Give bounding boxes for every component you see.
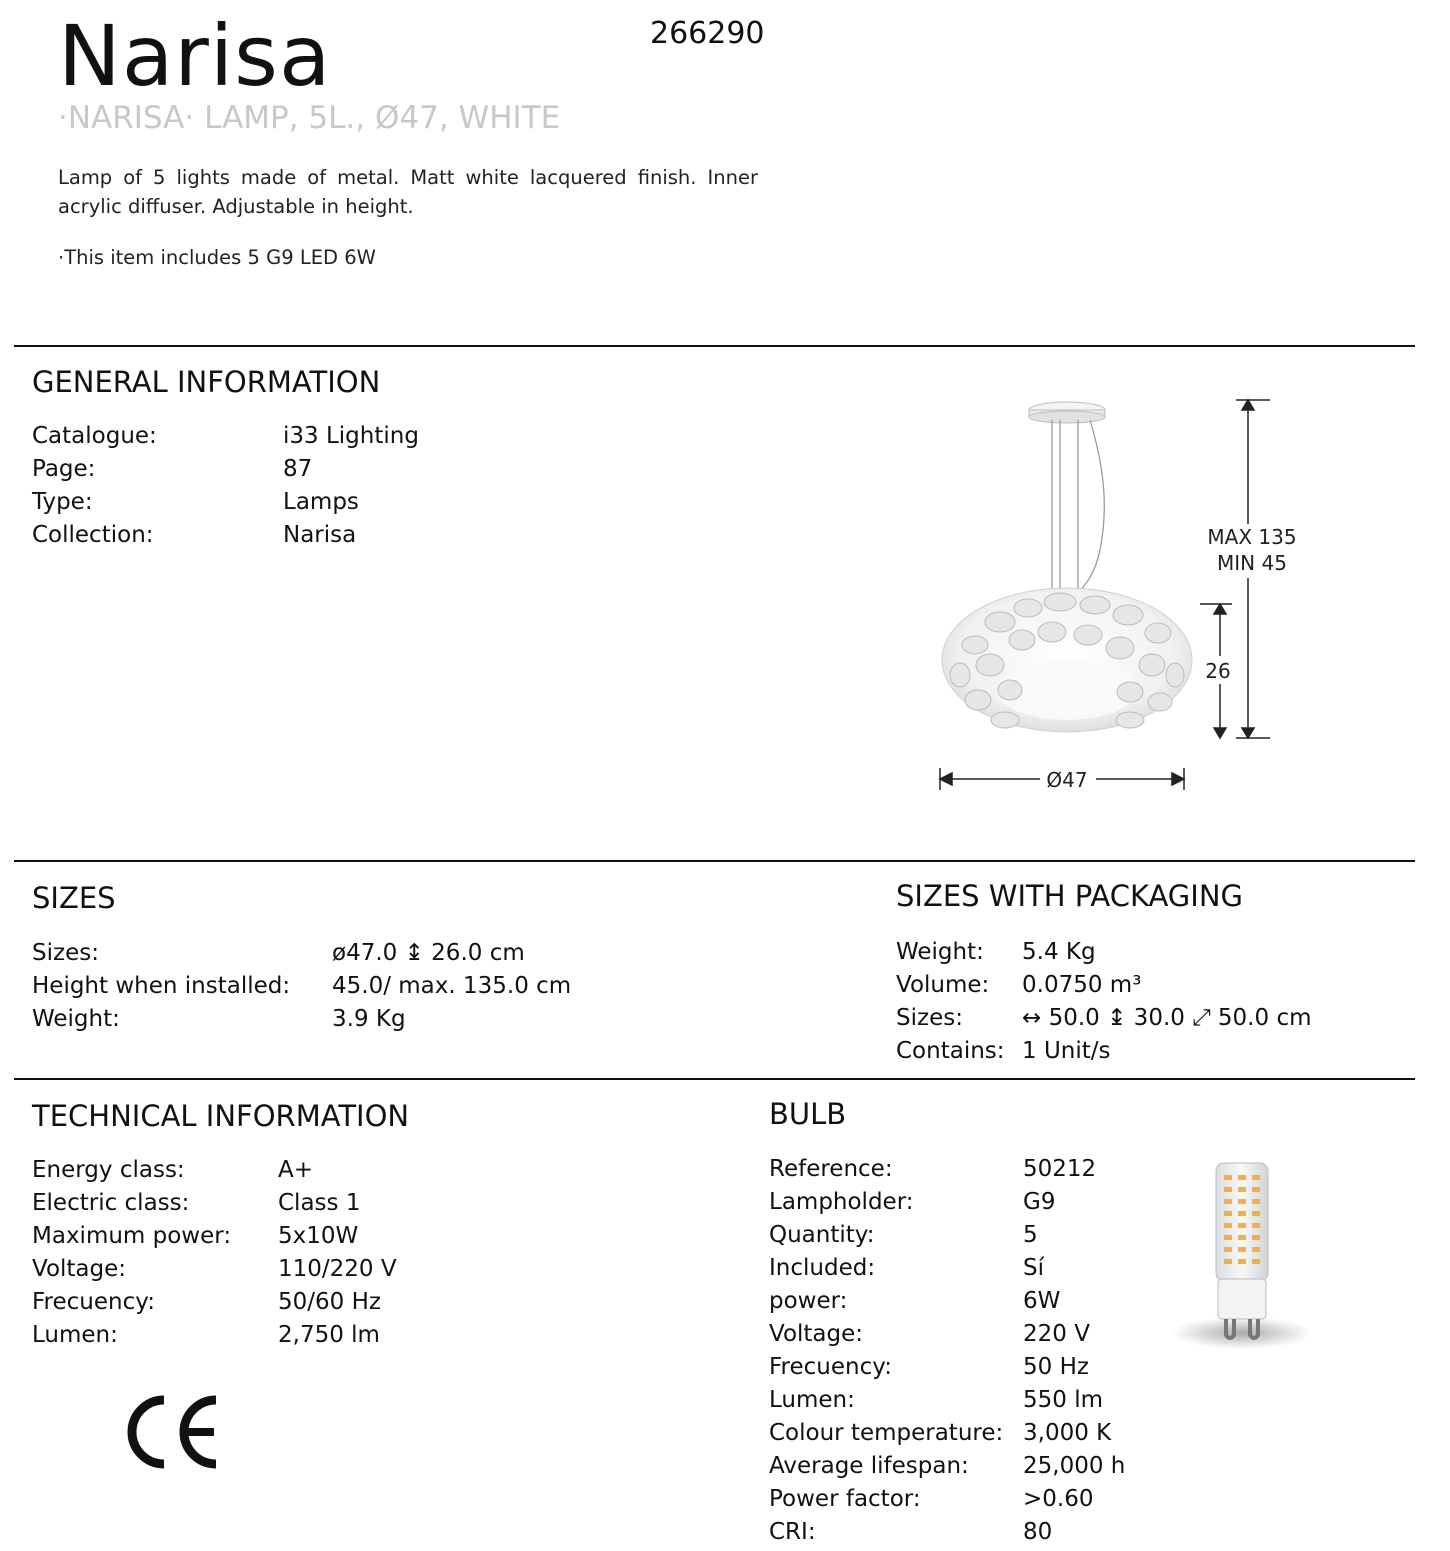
- sizes-value: ø47.0 ↨ 26.0 cm: [332, 940, 525, 966]
- bulb-label: Voltage:: [769, 1321, 864, 1347]
- bulb-value: 6W: [1023, 1288, 1061, 1314]
- section-divider: [14, 1078, 1415, 1080]
- bulb-value: G9: [1023, 1189, 1056, 1215]
- packaging-label: Sizes:: [896, 1005, 963, 1031]
- packaging-heading: SIZES WITH PACKAGING: [896, 879, 1243, 913]
- bulb-label: power:: [769, 1288, 848, 1314]
- ce-mark-icon: [124, 1392, 224, 1472]
- section-divider: [14, 860, 1415, 862]
- packaging-row: [896, 936, 1312, 969]
- bulb-value: 220 V: [1023, 1321, 1090, 1347]
- packaging-row: [896, 969, 1312, 1002]
- bulb-row: [769, 1384, 1125, 1417]
- bulb-value: 50 Hz: [1023, 1354, 1089, 1380]
- sizes-table: [32, 937, 571, 1036]
- technical-table: [32, 1154, 397, 1352]
- packaging-value: 0.0750 m³: [1022, 972, 1142, 998]
- technical-value: A+: [278, 1157, 314, 1183]
- bulb-value: 50212: [1023, 1156, 1097, 1182]
- general-value: Lamps: [283, 489, 359, 515]
- general-label: Type:: [32, 489, 93, 515]
- technical-row: [32, 1253, 397, 1286]
- general-value: Narisa: [283, 522, 357, 548]
- technical-value: Class 1: [278, 1190, 361, 1216]
- sizes-row: [32, 970, 571, 1003]
- bulb-value: Sí: [1023, 1255, 1044, 1281]
- bulb-row: [769, 1351, 1125, 1384]
- packaging-value: 1 Unit/s: [1022, 1038, 1111, 1064]
- sizes-row: [32, 937, 571, 970]
- bulb-value: >0.60: [1023, 1486, 1094, 1512]
- general-heading: GENERAL INFORMATION: [32, 365, 381, 399]
- bulb-label: Colour temperature:: [769, 1420, 1004, 1446]
- bulb-value: 3,000 K: [1023, 1420, 1112, 1446]
- sizes-label: Weight:: [32, 1006, 120, 1032]
- technical-label: Energy class:: [32, 1157, 185, 1183]
- sizes-label: Height when installed:: [32, 973, 291, 999]
- bulb-value: 80: [1023, 1519, 1053, 1545]
- sizes-heading: SIZES: [32, 881, 116, 915]
- general-table: [32, 420, 419, 552]
- lamp-wires: [1052, 420, 1104, 608]
- bulb-label: Reference:: [769, 1156, 893, 1182]
- packaging-label: Contains:: [896, 1038, 1005, 1064]
- technical-row: [32, 1187, 397, 1220]
- technical-label: Maximum power:: [32, 1223, 232, 1249]
- product-subtitle: ·NARISA· LAMP, 5L., Ø47, WHITE: [58, 100, 561, 136]
- bulb-label: Frecuency:: [769, 1354, 892, 1380]
- product-description: Lamp of 5 lights made of metal. Matt white lacquered finish. Inner acrylic diffuser. Adjustable in height.: [58, 166, 758, 218]
- includes-note: ·This item includes 5 G9 LED 6W: [58, 246, 376, 269]
- packaging-label: Weight:: [896, 939, 984, 965]
- technical-value: 5x10W: [278, 1223, 359, 1249]
- general-row: [32, 420, 419, 453]
- general-label: Catalogue:: [32, 423, 157, 449]
- bulb-row: [769, 1318, 1125, 1351]
- bulb-row: [769, 1252, 1125, 1285]
- bulb-row: [769, 1153, 1125, 1186]
- technical-row: [32, 1220, 397, 1253]
- technical-value: 2,750 lm: [278, 1322, 380, 1348]
- bulb-row: [769, 1417, 1125, 1450]
- lamp-canopy: [1029, 402, 1105, 423]
- lamp-shade: [942, 588, 1192, 732]
- bulb-label: Average lifespan:: [769, 1453, 969, 1479]
- bulb-row: [769, 1219, 1125, 1252]
- bulb-label: Included:: [769, 1255, 876, 1281]
- technical-row: [32, 1319, 397, 1352]
- sizes-row: [32, 1003, 571, 1036]
- bulb-row: [769, 1285, 1125, 1318]
- packaging-label: Volume:: [896, 972, 990, 998]
- section-divider: [14, 345, 1415, 347]
- g9-bulb-image: [1170, 1155, 1320, 1365]
- technical-label: Frecuency:: [32, 1289, 155, 1315]
- bulb-row: [769, 1450, 1125, 1483]
- bulb-row: [769, 1516, 1125, 1549]
- bulb-label: CRI:: [769, 1519, 816, 1545]
- general-label: Page:: [32, 456, 96, 482]
- packaging-value: ↔ 50.0 ↨ 30.0 ⤢ 50.0 cm: [1022, 1005, 1312, 1031]
- product-name: Narisa: [58, 7, 332, 105]
- sizes-value: 3.9 Kg: [332, 1006, 406, 1032]
- technical-label: Voltage:: [32, 1256, 127, 1282]
- bulb-value: 5: [1023, 1222, 1038, 1248]
- body-height-label: 26: [1205, 659, 1231, 683]
- bulb-label: Power factor:: [769, 1486, 921, 1512]
- packaging-value: 5.4 Kg: [1022, 939, 1096, 965]
- technical-heading: TECHNICAL INFORMATION: [32, 1099, 410, 1133]
- general-label: Collection:: [32, 522, 154, 548]
- sizes-label: Sizes:: [32, 940, 99, 966]
- bulb-row: [769, 1483, 1125, 1516]
- bulb-value: 25,000 h: [1023, 1453, 1126, 1479]
- lamp-dimension-diagram: [930, 390, 1310, 810]
- packaging-row: [896, 1002, 1312, 1035]
- packaging-row: [896, 1035, 1312, 1068]
- bulb-label: Lumen:: [769, 1387, 855, 1413]
- general-row: [32, 486, 419, 519]
- general-value: i33 Lighting: [283, 423, 419, 449]
- general-row: [32, 453, 419, 486]
- technical-value: 110/220 V: [278, 1256, 397, 1282]
- bulb-row: [769, 1186, 1125, 1219]
- product-reference: 266290: [650, 16, 765, 51]
- technical-row: [32, 1154, 397, 1187]
- bulb-table: [769, 1153, 1125, 1549]
- technical-label: Electric class:: [32, 1190, 190, 1216]
- bulb-label: Lampholder:: [769, 1189, 914, 1215]
- bulb-value: 550 lm: [1023, 1387, 1104, 1413]
- technical-value: 50/60 Hz: [278, 1289, 381, 1315]
- diameter-label: Ø47: [1046, 768, 1088, 792]
- technical-label: Lumen:: [32, 1322, 118, 1348]
- sizes-value: 45.0/ max. 135.0 cm: [332, 973, 572, 999]
- height-max-label: MAX 135: [1207, 525, 1297, 549]
- height-min-label: MIN 45: [1217, 551, 1287, 575]
- technical-row: [32, 1286, 397, 1319]
- bulb-heading: BULB: [769, 1097, 847, 1131]
- bulb-label: Quantity:: [769, 1222, 875, 1248]
- general-row: [32, 519, 419, 552]
- packaging-table: [896, 936, 1312, 1068]
- general-value: 87: [283, 456, 313, 482]
